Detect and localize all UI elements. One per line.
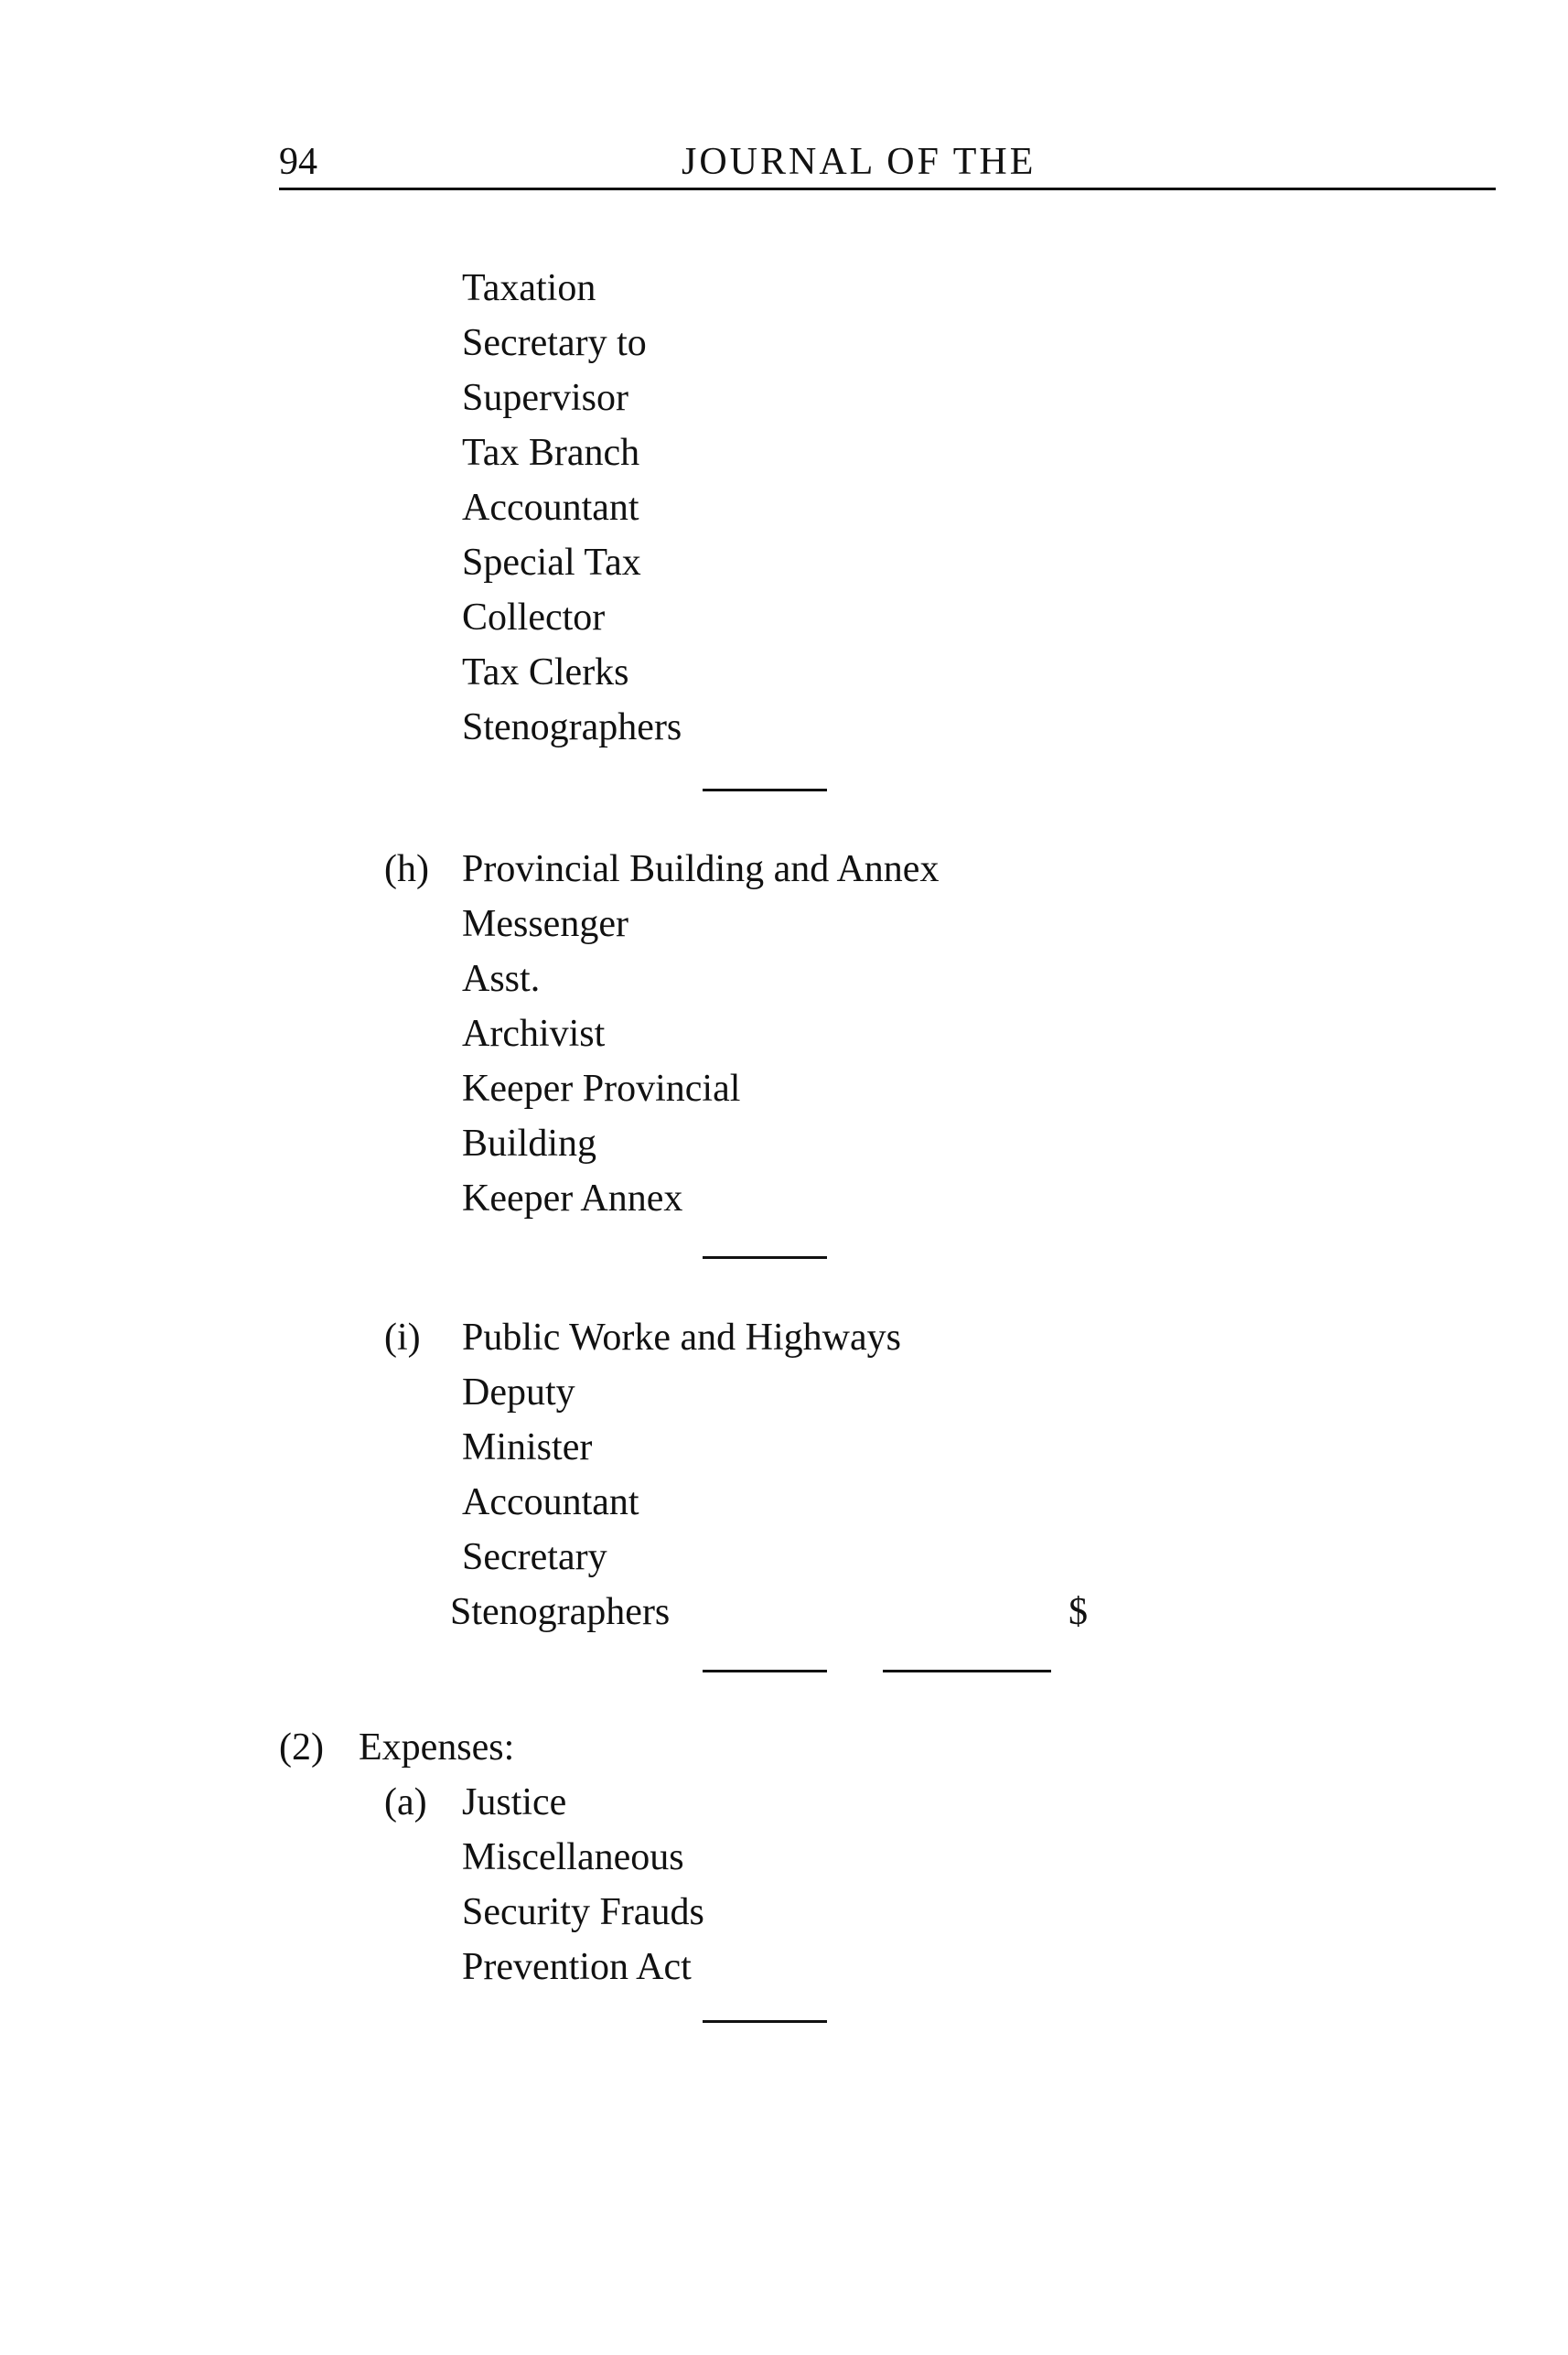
item-label: Security Frauds	[462, 1891, 704, 1933]
running-head: JOURNAL OF THE	[682, 141, 1036, 183]
section-title: Provincial Building and Annex	[462, 848, 940, 890]
item-label: Building	[462, 1123, 597, 1165]
item-label: Accountant	[462, 1481, 639, 1523]
item-label: Prevention Act	[462, 1946, 692, 1988]
item-label: Tax Clerks	[462, 651, 629, 694]
item-label: Keeper Provincial	[462, 1068, 741, 1110]
subsection-marker: (a)	[384, 1781, 427, 1823]
item-label: Secretary to	[462, 322, 647, 364]
subsection-title: Justice	[462, 1781, 567, 1823]
section-marker: (h)	[384, 848, 429, 890]
item-label: Special Tax	[462, 542, 641, 584]
item-label: Stenographers	[462, 706, 682, 748]
item-label: Miscellaneous	[462, 1836, 684, 1878]
subtotal-rule	[703, 789, 827, 791]
item-label: Secretary	[462, 1536, 607, 1578]
item-label: Archivist	[462, 1013, 606, 1055]
section-title: Expenses:	[359, 1726, 515, 1769]
subtotal-rule	[703, 1670, 827, 1672]
subtotal-rule	[703, 2020, 827, 2023]
section-title: Public Worke and Highways	[462, 1317, 901, 1359]
item-label: Deputy	[462, 1371, 575, 1414]
section-marker: (i)	[384, 1317, 421, 1359]
item-label: Collector	[462, 597, 606, 639]
item-label: Taxation	[462, 267, 596, 309]
item-label: Messenger	[462, 903, 628, 945]
page-number: 94	[279, 141, 317, 183]
subtotal-rule	[703, 1256, 827, 1259]
item-label: Supervisor	[462, 377, 628, 419]
item-label: Keeper Annex	[462, 1178, 683, 1220]
page-header	[279, 137, 1496, 190]
section-marker: (2)	[279, 1726, 324, 1769]
item-label: Minister	[462, 1426, 593, 1468]
item-label: Accountant	[462, 487, 639, 529]
item-label: Stenographers	[450, 1591, 671, 1633]
item-label: Tax Branch	[462, 432, 640, 474]
item-label: Asst.	[462, 958, 541, 1000]
dollar-sign: $	[1069, 1591, 1088, 1633]
total-rule	[883, 1670, 1051, 1672]
